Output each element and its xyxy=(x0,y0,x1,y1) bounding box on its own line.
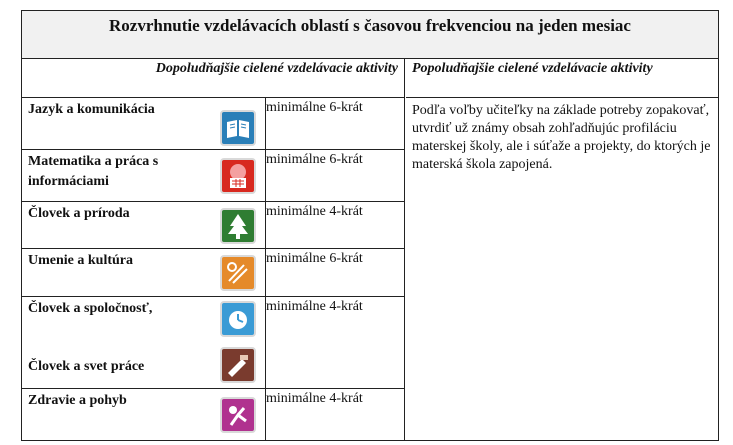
table-row xyxy=(22,201,405,248)
clock-icon xyxy=(220,301,256,337)
book-icon xyxy=(220,110,256,146)
area-label: Matematika a práca s informáciami xyxy=(28,154,159,189)
morning-activities-header: Dopoludňajšie cielené vzdelávacie aktivity xyxy=(22,59,405,97)
area-label: Človek a príroda xyxy=(28,206,130,221)
area-label: Zdravie a pohyb xyxy=(28,393,127,408)
frequency: minimálne 4-krát xyxy=(266,299,363,314)
area-label: Jazyk a komunikácia xyxy=(28,102,155,117)
table-row xyxy=(22,388,405,440)
frequency: minimálne 4-krát xyxy=(266,204,363,219)
table-row xyxy=(22,97,405,149)
area-label: Umenie a kultúra xyxy=(28,253,133,268)
afternoon-activities-header: Popoludňajšie cielené vzdelávacie aktivity xyxy=(412,61,653,76)
area-label-second: Človek a svet práce xyxy=(28,359,145,374)
art-icon xyxy=(220,255,256,291)
schedule-table xyxy=(21,10,719,441)
tools-icon xyxy=(220,347,256,383)
frequency: minimálne 6-krát xyxy=(266,152,363,167)
tree-icon xyxy=(220,208,256,244)
area-label: Človek a spoločnosť, xyxy=(28,301,153,316)
afternoon-activities-text: Podľa voľby učiteľky na základe potreby zopakovať, utvrdiť už známy obsah zohľadňujúc profiláciu materskej školy, ale i súťaže a projekty, do ktorých je materská škola zapojená. xyxy=(406,97,718,440)
table-title: Rozvrhnutie vzdelávacích oblastí s časovou frekvenciou na jeden mesiac xyxy=(22,11,718,59)
table-row xyxy=(22,248,405,296)
calculator-icon xyxy=(220,158,256,194)
sport-icon xyxy=(220,397,256,433)
frequency: minimálne 6-krát xyxy=(266,100,363,115)
table-row xyxy=(22,296,405,388)
frequency: minimálne 6-krát xyxy=(266,251,363,266)
table-row xyxy=(22,149,405,201)
frequency: minimálne 4-krát xyxy=(266,391,363,406)
